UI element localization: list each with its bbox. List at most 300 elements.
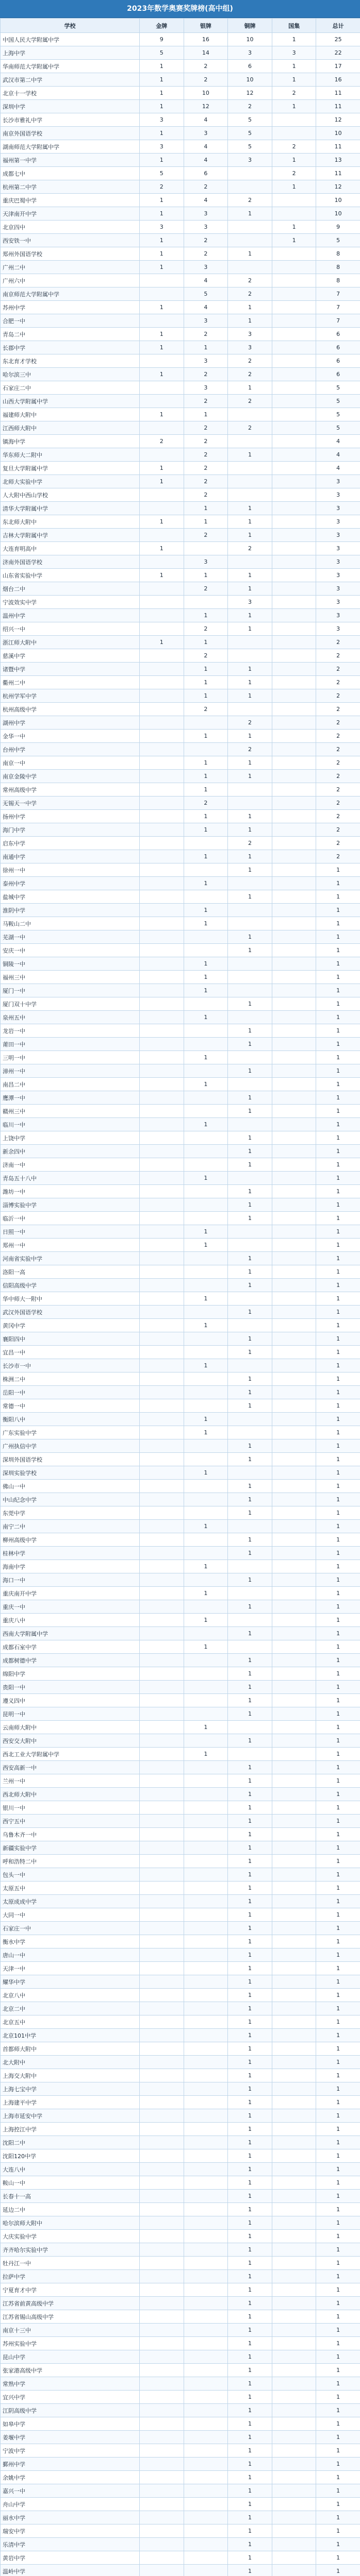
gold-cell xyxy=(140,1627,184,1640)
total-cell: 1 xyxy=(316,944,360,957)
gold-cell: 2 xyxy=(140,435,184,448)
national-team-cell xyxy=(272,421,316,435)
silver-cell: 1 xyxy=(184,917,228,930)
bronze-cell: 1 xyxy=(228,1547,272,1560)
total-cell: 1 xyxy=(316,1292,360,1306)
total-cell: 3 xyxy=(316,475,360,488)
national-team-cell xyxy=(272,1413,316,1426)
table-row xyxy=(1,1359,360,1372)
gold-cell xyxy=(140,957,184,971)
gold-cell xyxy=(140,649,184,663)
bronze-cell: 1 xyxy=(228,1131,272,1145)
gold-cell: 3 xyxy=(140,221,184,234)
table-row xyxy=(1,2096,360,2109)
table-row xyxy=(1,1868,360,1882)
national-team-cell xyxy=(272,743,316,756)
school-name-cell: 余姚中学 xyxy=(1,2471,140,2484)
national-team-cell xyxy=(272,944,316,957)
silver-cell xyxy=(184,2350,228,2364)
silver-cell xyxy=(184,1105,228,1118)
national-team-cell xyxy=(272,569,316,582)
total-cell: 1 xyxy=(316,1694,360,1707)
table-row xyxy=(1,60,360,73)
silver-cell: 1 xyxy=(184,850,228,863)
silver-cell xyxy=(184,1265,228,1279)
bronze-cell: 1 xyxy=(228,1801,272,1815)
school-name-cell: 东北师大附中 xyxy=(1,515,140,529)
gold-cell xyxy=(140,663,184,676)
table-row xyxy=(1,1520,360,1533)
silver-cell xyxy=(184,1480,228,1493)
silver-cell: 2 xyxy=(184,649,228,663)
national-team-cell xyxy=(272,2243,316,2257)
school-name-cell: 姜堰中学 xyxy=(1,2431,140,2444)
gold-cell: 1 xyxy=(140,341,184,354)
table-row xyxy=(1,2203,360,2216)
gold-cell xyxy=(140,2524,184,2538)
table-row xyxy=(1,863,360,877)
table-row xyxy=(1,154,360,167)
bronze-cell: 1 xyxy=(228,1895,272,1908)
national-team-cell xyxy=(272,917,316,930)
bronze-cell xyxy=(228,1011,272,1024)
table-row xyxy=(1,1989,360,2002)
total-cell: 1 xyxy=(316,904,360,917)
school-name-cell: 绍兴一中 xyxy=(1,622,140,636)
national-team-cell xyxy=(272,301,316,314)
table-row xyxy=(1,1131,360,1145)
table-row xyxy=(1,1560,360,1573)
table-row xyxy=(1,1252,360,1265)
table-row xyxy=(1,127,360,140)
table-row xyxy=(1,716,360,730)
school-name-cell: 苏州中学 xyxy=(1,301,140,314)
table-row xyxy=(1,221,360,234)
total-cell: 1 xyxy=(316,2056,360,2069)
total-cell: 2 xyxy=(316,730,360,743)
school-name-cell: 宜兴中学 xyxy=(1,2391,140,2404)
bronze-cell: 1 xyxy=(228,2551,272,2565)
total-cell: 1 xyxy=(316,2257,360,2270)
school-name-cell: 广州执信中学 xyxy=(1,1439,140,1453)
total-cell: 1 xyxy=(316,1105,360,1118)
total-cell: 1 xyxy=(316,1466,360,1480)
silver-cell: 3 xyxy=(184,127,228,140)
school-name-cell: 宜昌一中 xyxy=(1,1346,140,1359)
total-cell: 1 xyxy=(316,2283,360,2297)
silver-cell xyxy=(184,2123,228,2136)
gold-cell xyxy=(140,1948,184,1962)
table-row xyxy=(1,1172,360,1185)
national-team-cell xyxy=(272,957,316,971)
school-name-cell: 泰州中学 xyxy=(1,877,140,890)
silver-cell: 2 xyxy=(184,796,228,810)
bronze-cell: 1 xyxy=(228,2350,272,2364)
national-team-cell xyxy=(272,2310,316,2324)
school-name-cell: 上海交大附中 xyxy=(1,2069,140,2082)
silver-cell: 3 xyxy=(184,261,228,274)
bronze-cell: 1 xyxy=(228,1922,272,1935)
silver-cell xyxy=(184,837,228,850)
school-name-cell: 芜湖一中 xyxy=(1,930,140,944)
total-cell: 1 xyxy=(316,2511,360,2524)
silver-cell: 1 xyxy=(184,904,228,917)
national-team-cell xyxy=(272,2551,316,2565)
bronze-cell: 1 xyxy=(228,2230,272,2243)
total-cell: 1 xyxy=(316,2524,360,2538)
national-team-cell xyxy=(272,1011,316,1024)
bronze-cell xyxy=(228,234,272,247)
school-name-cell: 银川一中 xyxy=(1,1801,140,1815)
bronze-cell: 2 xyxy=(228,395,272,408)
gold-cell xyxy=(140,2190,184,2203)
national-team-cell xyxy=(272,1707,316,1721)
silver-cell: 1 xyxy=(184,663,228,676)
total-cell: 3 xyxy=(316,529,360,542)
bronze-cell: 3 xyxy=(228,596,272,609)
school-name-cell: 莆田一中 xyxy=(1,1038,140,1051)
total-cell: 1 xyxy=(316,1707,360,1721)
national-team-cell xyxy=(272,2524,316,2538)
bronze-cell: 1 xyxy=(228,1252,272,1265)
national-team-cell xyxy=(272,2565,316,2576)
bronze-cell: 1 xyxy=(228,2511,272,2524)
school-name-cell: 江西师大附中 xyxy=(1,421,140,435)
silver-cell: 2 xyxy=(184,247,228,261)
silver-cell: 1 xyxy=(184,1560,228,1573)
national-team-cell xyxy=(272,770,316,783)
bronze-cell: 1 xyxy=(228,2283,272,2297)
total-cell: 1 xyxy=(316,2310,360,2324)
table-row xyxy=(1,1694,360,1707)
school-name-cell: 襄阳四中 xyxy=(1,1332,140,1346)
silver-cell: 1 xyxy=(184,1319,228,1332)
gold-cell xyxy=(140,823,184,837)
table-row xyxy=(1,301,360,314)
silver-cell xyxy=(184,1694,228,1707)
gold-cell xyxy=(140,1064,184,1078)
gold-cell xyxy=(140,2310,184,2324)
table-row xyxy=(1,73,360,87)
table-row xyxy=(1,1091,360,1105)
gold-cell: 1 xyxy=(140,569,184,582)
school-name-cell: 呼和浩特二中 xyxy=(1,1855,140,1868)
bronze-cell xyxy=(228,435,272,448)
silver-cell: 3 xyxy=(184,381,228,395)
national-team-cell xyxy=(272,1078,316,1091)
total-cell: 4 xyxy=(316,448,360,462)
table-row xyxy=(1,2056,360,2069)
bronze-cell: 1 xyxy=(228,1868,272,1882)
bronze-cell xyxy=(228,1239,272,1252)
table-row xyxy=(1,1761,360,1774)
bronze-cell: 1 xyxy=(228,1493,272,1506)
table-row xyxy=(1,730,360,743)
bronze-cell: 1 xyxy=(228,1681,272,1694)
gold-cell xyxy=(140,1506,184,1520)
gold-cell xyxy=(140,1024,184,1038)
national-team-cell xyxy=(272,2002,316,2015)
national-team-cell xyxy=(272,1091,316,1105)
silver-cell xyxy=(184,2471,228,2484)
total-cell: 1 xyxy=(316,2163,360,2176)
table-row xyxy=(1,1386,360,1399)
bronze-cell: 1 xyxy=(228,2310,272,2324)
total-cell: 3 xyxy=(316,596,360,609)
silver-cell xyxy=(184,2042,228,2056)
table-row xyxy=(1,247,360,261)
national-team-cell xyxy=(272,1359,316,1372)
gold-cell xyxy=(140,2471,184,2484)
silver-cell xyxy=(184,2243,228,2257)
table-row xyxy=(1,1573,360,1587)
school-name-cell: 漳州一中 xyxy=(1,1064,140,1078)
gold-cell: 1 xyxy=(140,127,184,140)
page-title: 2023年数学奥赛奖牌榜(高中组) xyxy=(0,0,360,18)
silver-cell: 1 xyxy=(184,1587,228,1600)
total-cell: 1 xyxy=(316,1064,360,1078)
table-row xyxy=(1,1306,360,1319)
gold-cell xyxy=(140,1279,184,1292)
national-team-cell xyxy=(272,1547,316,1560)
gold-cell xyxy=(140,488,184,502)
gold-cell xyxy=(140,2056,184,2069)
total-cell: 2 xyxy=(316,783,360,796)
total-cell: 4 xyxy=(316,435,360,448)
gold-cell xyxy=(140,2511,184,2524)
gold-cell xyxy=(140,1975,184,1989)
school-name-cell: 三明一中 xyxy=(1,1051,140,1064)
bronze-cell: 10 xyxy=(228,73,272,87)
school-name-cell: 郑州外国语学校 xyxy=(1,247,140,261)
silver-cell: 1 xyxy=(184,1225,228,1239)
silver-cell xyxy=(184,1091,228,1105)
national-team-cell xyxy=(272,1439,316,1453)
silver-cell xyxy=(184,1386,228,1399)
school-name-cell: 启东中学 xyxy=(1,837,140,850)
total-cell: 11 xyxy=(316,167,360,180)
bronze-cell xyxy=(228,971,272,984)
total-cell: 5 xyxy=(316,421,360,435)
bronze-cell: 1 xyxy=(228,930,272,944)
total-cell: 1 xyxy=(316,2216,360,2230)
national-team-cell xyxy=(272,663,316,676)
total-cell: 1 xyxy=(316,1533,360,1547)
national-team-cell: 2 xyxy=(272,87,316,100)
school-name-cell: 赣州三中 xyxy=(1,1105,140,1118)
national-team-cell xyxy=(272,783,316,796)
column-header-gold: 金牌 xyxy=(140,19,184,33)
school-name-cell: 常熟中学 xyxy=(1,2377,140,2391)
national-team-cell xyxy=(272,863,316,877)
table-row xyxy=(1,1239,360,1252)
table-row xyxy=(1,1105,360,1118)
bronze-cell: 1 xyxy=(228,301,272,314)
silver-cell: 6 xyxy=(184,167,228,180)
table-row xyxy=(1,2565,360,2576)
total-cell: 1 xyxy=(316,1118,360,1131)
national-team-cell xyxy=(272,1064,316,1078)
table-row xyxy=(1,1292,360,1306)
silver-cell xyxy=(184,1828,228,1841)
table-row xyxy=(1,689,360,703)
school-name-cell: 大连八中 xyxy=(1,2163,140,2176)
bronze-cell: 1 xyxy=(228,2324,272,2337)
table-row xyxy=(1,1908,360,1922)
gold-cell xyxy=(140,1841,184,1855)
gold-cell xyxy=(140,783,184,796)
bronze-cell: 2 xyxy=(228,837,272,850)
national-team-cell xyxy=(272,1372,316,1386)
silver-cell xyxy=(184,1935,228,1948)
school-name-cell: 重庆巴蜀中学 xyxy=(1,194,140,207)
table-row xyxy=(1,1038,360,1051)
school-name-cell: 杭州第二中学 xyxy=(1,180,140,194)
bronze-cell: 1 xyxy=(228,730,272,743)
silver-cell: 1 xyxy=(184,1466,228,1480)
gold-cell xyxy=(140,2069,184,2082)
total-cell: 1 xyxy=(316,2444,360,2458)
total-cell: 1 xyxy=(316,877,360,890)
gold-cell xyxy=(140,1038,184,1051)
bronze-cell: 1 xyxy=(228,1091,272,1105)
total-cell: 7 xyxy=(316,287,360,301)
table-row xyxy=(1,354,360,368)
total-cell: 1 xyxy=(316,1399,360,1413)
silver-cell: 1 xyxy=(184,408,228,421)
total-cell: 1 xyxy=(316,2029,360,2042)
table-row xyxy=(1,180,360,194)
silver-cell xyxy=(184,2484,228,2498)
school-name-cell: 南通中学 xyxy=(1,850,140,863)
bronze-cell xyxy=(228,167,272,180)
silver-cell xyxy=(184,2538,228,2551)
school-name-cell: 临沂一中 xyxy=(1,1212,140,1225)
silver-cell xyxy=(184,716,228,730)
gold-cell xyxy=(140,1640,184,1654)
table-row xyxy=(1,1948,360,1962)
silver-cell: 2 xyxy=(184,488,228,502)
gold-cell xyxy=(140,2364,184,2377)
school-name-cell: 南昌二中 xyxy=(1,1078,140,1091)
total-cell: 2 xyxy=(316,636,360,649)
table-row xyxy=(1,87,360,100)
national-team-cell xyxy=(272,1654,316,1667)
school-name-cell: 深圳实验学校 xyxy=(1,1466,140,1480)
total-cell: 3 xyxy=(316,569,360,582)
school-name-cell: 武汉市第二中学 xyxy=(1,73,140,87)
school-name-cell: 成都七中 xyxy=(1,167,140,180)
national-team-cell xyxy=(272,1989,316,2002)
total-cell: 1 xyxy=(316,1038,360,1051)
total-cell: 1 xyxy=(316,1573,360,1587)
silver-cell xyxy=(184,1306,228,1319)
gold-cell xyxy=(140,2391,184,2404)
school-name-cell: 南京一中 xyxy=(1,756,140,770)
total-cell: 1 xyxy=(316,1225,360,1239)
gold-cell xyxy=(140,1573,184,1587)
silver-cell xyxy=(184,2176,228,2190)
silver-cell xyxy=(184,2002,228,2015)
gold-cell xyxy=(140,2029,184,2042)
table-row xyxy=(1,314,360,328)
national-team-cell xyxy=(272,2270,316,2283)
total-cell: 1 xyxy=(316,1667,360,1681)
total-cell: 1 xyxy=(316,2484,360,2498)
bronze-cell: 1 xyxy=(228,622,272,636)
national-team-cell xyxy=(272,2471,316,2484)
silver-cell: 1 xyxy=(184,877,228,890)
table-row xyxy=(1,944,360,957)
gold-cell xyxy=(140,676,184,689)
silver-cell xyxy=(184,2163,228,2176)
silver-cell xyxy=(184,2082,228,2096)
silver-cell: 1 xyxy=(184,515,228,529)
school-name-cell: 华东师大二附中 xyxy=(1,448,140,462)
total-cell: 1 xyxy=(316,957,360,971)
total-cell: 1 xyxy=(316,1855,360,1868)
school-name-cell: 北大附中 xyxy=(1,2056,140,2069)
national-team-cell xyxy=(272,689,316,703)
bronze-cell: 1 xyxy=(228,1279,272,1292)
bronze-cell: 1 xyxy=(228,997,272,1011)
school-name-cell: 信阳高级中学 xyxy=(1,1279,140,1292)
gold-cell xyxy=(140,1372,184,1386)
table-row xyxy=(1,1748,360,1761)
national-team-cell: 1 xyxy=(272,73,316,87)
table-row xyxy=(1,1614,360,1627)
table-row xyxy=(1,1493,360,1506)
bronze-cell: 1 xyxy=(228,863,272,877)
bronze-cell xyxy=(228,1118,272,1131)
school-name-cell: 江苏省前黄高级中学 xyxy=(1,2297,140,2310)
bronze-cell xyxy=(228,917,272,930)
gold-cell xyxy=(140,1292,184,1306)
national-team-cell: 3 xyxy=(272,46,316,60)
national-team-cell xyxy=(272,1560,316,1573)
gold-cell xyxy=(140,890,184,904)
national-team-cell xyxy=(272,1868,316,1882)
school-name-cell: 山东省实验中学 xyxy=(1,569,140,582)
total-cell: 1 xyxy=(316,1346,360,1359)
gold-cell xyxy=(140,1935,184,1948)
bronze-cell: 1 xyxy=(228,1439,272,1453)
school-name-cell: 绵阳中学 xyxy=(1,1667,140,1681)
silver-cell xyxy=(184,1962,228,1975)
table-row xyxy=(1,1962,360,1975)
silver-cell xyxy=(184,930,228,944)
bronze-cell: 1 xyxy=(228,1064,272,1078)
national-team-cell xyxy=(272,649,316,663)
national-team-cell xyxy=(272,1788,316,1801)
school-name-cell: 西北工业大学附属中学 xyxy=(1,1748,140,1761)
total-cell: 1 xyxy=(316,930,360,944)
silver-cell: 12 xyxy=(184,100,228,113)
school-name-cell: 扬州中学 xyxy=(1,810,140,823)
bronze-cell: 1 xyxy=(228,1185,272,1198)
national-team-cell xyxy=(272,2283,316,2297)
gold-cell xyxy=(140,1212,184,1225)
total-cell: 10 xyxy=(316,207,360,221)
school-name-cell: 贵阳一中 xyxy=(1,1681,140,1694)
school-name-cell: 宁夏育才中学 xyxy=(1,2283,140,2297)
bronze-cell: 1 xyxy=(228,1627,272,1640)
total-cell: 1 xyxy=(316,1306,360,1319)
gold-cell xyxy=(140,1774,184,1788)
silver-cell xyxy=(184,2310,228,2324)
national-team-cell xyxy=(272,2056,316,2069)
table-row xyxy=(1,2230,360,2243)
